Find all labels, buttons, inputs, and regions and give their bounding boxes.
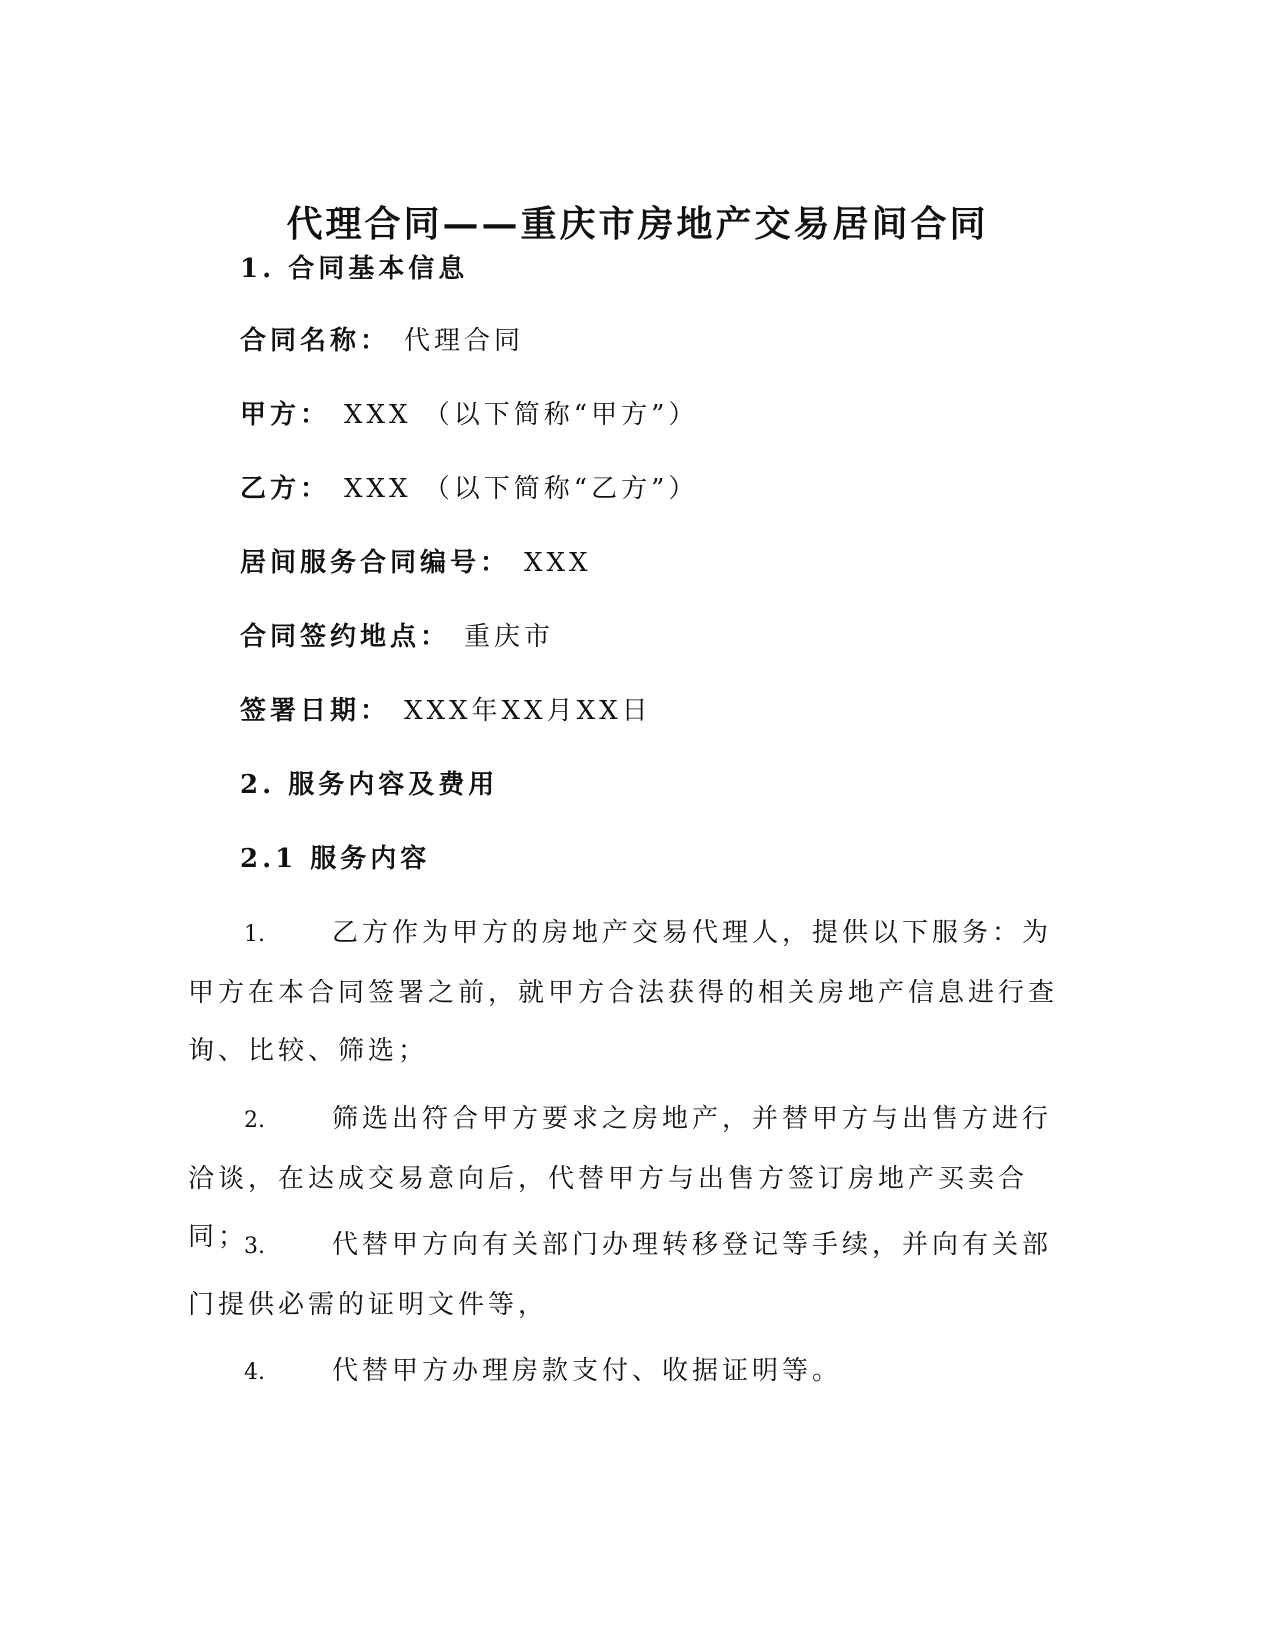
item-text: 乙方作为甲方的房地产交易代理人，提供以下服务：为甲方在本合同签署之前，就甲方合法获得的相关房地产信息进行查询、比较、筛选； xyxy=(188,918,1059,1066)
field-label: 甲方： xyxy=(240,400,331,430)
field-party-a xyxy=(240,398,698,432)
service-item xyxy=(188,1216,1068,1334)
field-value: XXX xyxy=(524,548,592,578)
section-2-heading: 2. 服务内容及费用 xyxy=(240,770,499,800)
field-contract-number xyxy=(240,546,592,580)
document-title: 代理合同——重庆市房地产交易居间合同 xyxy=(286,203,989,245)
service-item xyxy=(188,1342,1068,1402)
field-signing-date xyxy=(240,694,652,728)
field-value: XXX （以下简称“乙方”） xyxy=(344,474,699,504)
field-label: 合同签约地点： xyxy=(240,622,451,652)
field-label: 乙方： xyxy=(240,474,331,504)
field-value: 重庆市 xyxy=(464,622,555,652)
item-number: 4. xyxy=(244,1360,265,1385)
section-1-heading: 1. 合同基本信息 xyxy=(240,254,469,284)
item-number: 3. xyxy=(244,1234,265,1259)
item-text: 代替甲方办理房款支付、收据证明等。 xyxy=(332,1356,843,1386)
item-text: 代替甲方向有关部门办理转移登记等手续，并向有关部门提供必需的证明文件等， xyxy=(188,1230,1053,1320)
item-number: 1. xyxy=(244,922,265,947)
field-label: 合同名称： xyxy=(240,326,391,356)
field-label: 签署日期： xyxy=(240,696,391,726)
field-contract-name xyxy=(240,324,524,358)
field-party-b xyxy=(240,472,698,506)
field-value: XXX年XX月XX日 xyxy=(404,696,652,726)
field-value: 代理合同 xyxy=(404,326,525,356)
field-value: XXX （以下简称“甲方”） xyxy=(344,400,699,430)
field-label: 居间服务合同编号： xyxy=(240,548,511,578)
item-number: 2. xyxy=(244,1108,265,1133)
item-text: 筛选出符合甲方要求之房地产，并替甲方与出售方进行洽谈，在达成交易意向后，代替甲方与出售方签订房地产买卖合同； xyxy=(188,1104,1053,1252)
section-2-1-heading: 2.1 服务内容 xyxy=(240,844,431,874)
service-item xyxy=(188,904,1068,1080)
field-signing-place xyxy=(240,620,554,654)
